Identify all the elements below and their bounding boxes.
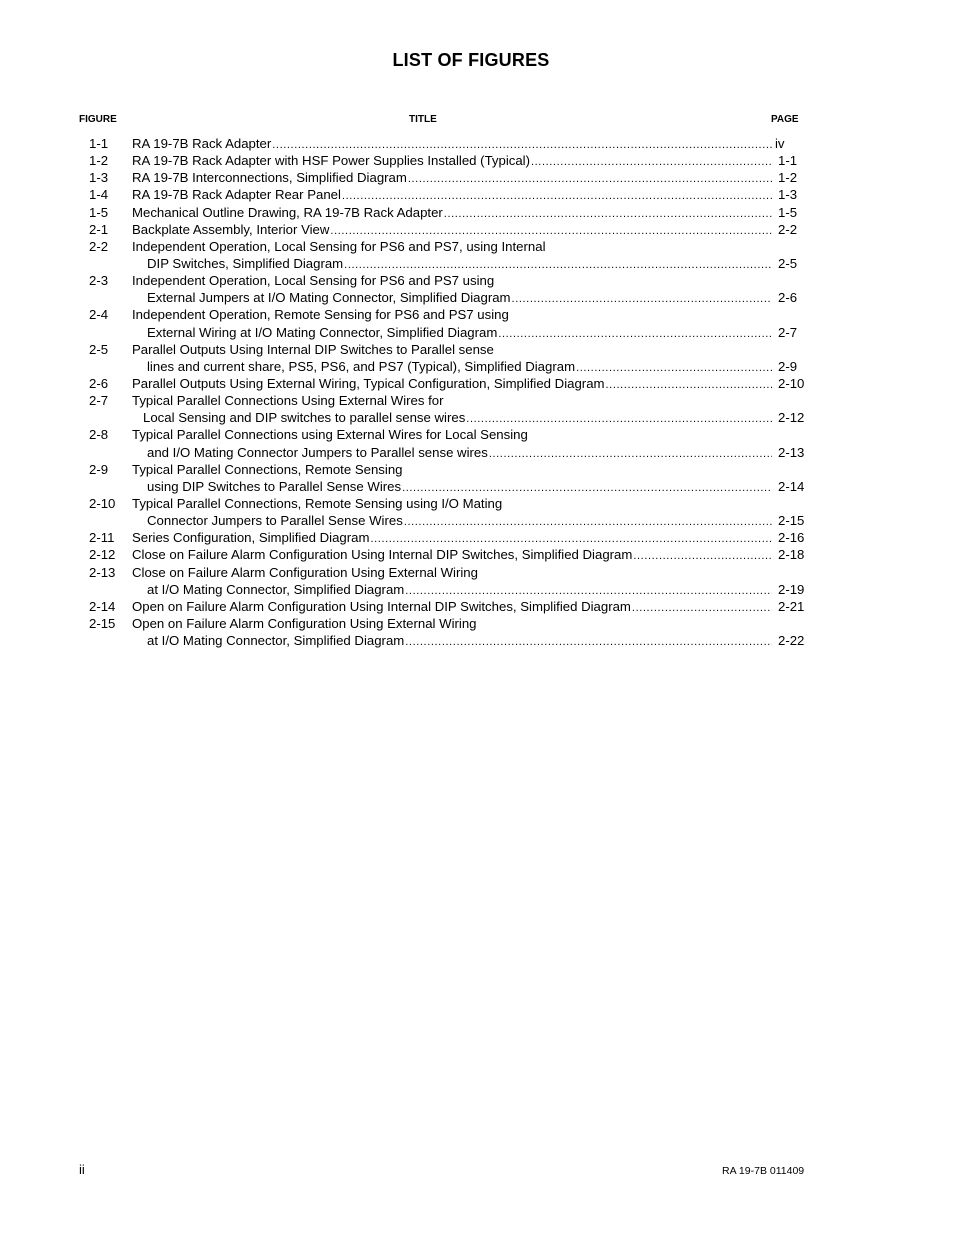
figure-title: External Jumpers at I/O Mating Connector, Simplified Diagram bbox=[147, 290, 511, 306]
figure-title: Open on Failure Alarm Configuration Using External Wiring bbox=[132, 615, 477, 631]
figure-title: Typical Parallel Connections, Remote Sensing bbox=[132, 461, 403, 477]
figure-page-number: 2-12 bbox=[778, 410, 805, 426]
figure-number: 2-13 bbox=[89, 564, 116, 580]
figure-title: at I/O Mating Connector, Simplified Diagram bbox=[147, 581, 405, 597]
figure-entry-row bbox=[0, 324, 954, 341]
figure-page-number: 2-10 bbox=[778, 375, 805, 391]
figure-entry-row bbox=[0, 358, 954, 375]
figure-title: Close on Failure Alarm Configuration Using Internal DIP Switches, Simplified Diagram bbox=[132, 547, 633, 563]
figure-title: Typical Parallel Connections Using External Wires for bbox=[132, 393, 444, 409]
figure-entry-row bbox=[0, 444, 954, 461]
figure-title: Close on Failure Alarm Configuration Using External Wiring bbox=[132, 564, 478, 580]
column-header-title: TITLE bbox=[409, 114, 437, 125]
figure-number: 2-7 bbox=[89, 393, 109, 409]
figure-entry-row bbox=[0, 255, 954, 272]
figure-entry-row bbox=[0, 615, 954, 632]
figure-entry-row bbox=[0, 152, 954, 169]
figure-entry-row bbox=[0, 392, 954, 409]
figure-number: 2-14 bbox=[89, 598, 116, 614]
figure-entry-row bbox=[0, 238, 954, 255]
figure-entry-row bbox=[0, 512, 954, 529]
figure-number: 2-1 bbox=[89, 221, 109, 237]
figure-number: 2-10 bbox=[89, 495, 116, 511]
figure-entry-row bbox=[0, 564, 954, 581]
figure-page-number: 2-18 bbox=[778, 547, 805, 563]
figure-page-number: 2-13 bbox=[778, 444, 805, 460]
figure-page-number: 1-5 bbox=[778, 204, 798, 220]
figure-title: lines and current share, PS5, PS6, and PS7 (Typical), Simplified Diagram bbox=[147, 358, 576, 374]
figure-page-number: 2-16 bbox=[778, 530, 805, 546]
figure-title: and I/O Mating Connector Jumpers to Parallel sense wires bbox=[147, 444, 488, 460]
figure-page-number: iv bbox=[775, 136, 785, 151]
figure-title: Mechanical Outline Drawing, RA 19-7B Rack Adapter bbox=[132, 204, 443, 220]
figure-title: at I/O Mating Connector, Simplified Diagram bbox=[147, 633, 405, 649]
figure-entry-row bbox=[0, 409, 954, 426]
figure-entry-row bbox=[0, 478, 954, 495]
figure-page-number: 2-14 bbox=[778, 478, 805, 494]
figure-entry-row bbox=[0, 186, 954, 203]
figure-title: Independent Operation, Local Sensing for PS6 and PS7, using Internal bbox=[132, 238, 546, 254]
figure-number: 1-1 bbox=[89, 136, 109, 151]
figure-entry-row bbox=[0, 272, 954, 289]
figure-page-number: 2-19 bbox=[778, 581, 805, 597]
figure-page-number: 2-7 bbox=[778, 324, 798, 340]
figure-number: 1-4 bbox=[89, 187, 109, 203]
figure-entry-row bbox=[0, 135, 954, 152]
figure-entry-row bbox=[0, 598, 954, 615]
figure-page-number: 2-9 bbox=[778, 358, 798, 374]
figure-title: using DIP Switches to Parallel Sense Wires bbox=[147, 478, 402, 494]
footer-document-id: RA 19-7B 011409 bbox=[722, 1165, 805, 1177]
figure-page-number: 1-2 bbox=[778, 170, 798, 186]
figure-number: 2-9 bbox=[89, 461, 109, 477]
figure-number: 2-6 bbox=[89, 375, 109, 391]
figure-entry-row bbox=[0, 461, 954, 478]
figure-page-number: 2-22 bbox=[778, 633, 805, 649]
column-header-page: PAGE bbox=[771, 114, 799, 125]
footer-page-number: ii bbox=[79, 1162, 85, 1177]
figure-title: Series Configuration, Simplified Diagram bbox=[132, 530, 370, 546]
figure-title-leader bbox=[147, 632, 774, 651]
figure-entry-row bbox=[0, 204, 954, 221]
figure-title: RA 19-7B Rack Adapter with HSF Power Supplies Installed (Typical) bbox=[132, 153, 530, 169]
column-header-figure: FIGURE bbox=[79, 114, 117, 125]
figure-number: 1-3 bbox=[89, 170, 109, 186]
figure-number: 2-4 bbox=[89, 307, 109, 323]
figure-entry-row bbox=[0, 169, 954, 186]
figure-title: External Wiring at I/O Mating Connector, Simplified Diagram bbox=[147, 324, 498, 340]
figure-title: RA 19-7B Rack Adapter Rear Panel bbox=[132, 187, 341, 203]
figure-title: Open on Failure Alarm Configuration Using Internal DIP Switches, Simplified Diagram bbox=[132, 598, 631, 614]
figure-entry-row bbox=[0, 375, 954, 392]
figure-page-number: 1-3 bbox=[778, 187, 798, 203]
figure-title: RA 19-7B Rack Adapter bbox=[132, 136, 272, 151]
dot-leader bbox=[405, 634, 772, 651]
figure-entry-row bbox=[0, 529, 954, 546]
figure-title: Typical Parallel Connections using External Wires for Local Sensing bbox=[132, 427, 528, 443]
figure-page-number: 2-15 bbox=[778, 513, 805, 529]
figure-page-number: 1-1 bbox=[778, 153, 798, 169]
figure-number: 2-5 bbox=[89, 341, 109, 357]
figure-title: Backplate Assembly, Interior View bbox=[132, 221, 330, 237]
figure-title: Independent Operation, Local Sensing for PS6 and PS7 using bbox=[132, 273, 495, 289]
figure-entry-row bbox=[0, 495, 954, 512]
figure-title: Typical Parallel Connections, Remote Sensing using I/O Mating bbox=[132, 495, 503, 511]
page-title: LIST OF FIGURES bbox=[392, 50, 550, 70]
figure-number: 2-3 bbox=[89, 273, 109, 289]
figure-title: RA 19-7B Interconnections, Simplified Diagram bbox=[132, 170, 407, 186]
figure-entry-row bbox=[0, 581, 954, 598]
figure-number: 1-5 bbox=[89, 204, 109, 220]
figure-entry-row bbox=[0, 632, 954, 649]
figure-title: Local Sensing and DIP switches to parallel sense wires bbox=[143, 410, 466, 426]
figure-number: 1-2 bbox=[89, 153, 109, 169]
figure-entry-row bbox=[0, 221, 954, 238]
figure-entry-row bbox=[0, 289, 954, 306]
figure-title: Parallel Outputs Using External Wiring, Typical Configuration, Simplified Diagram bbox=[132, 375, 605, 391]
figure-page-number: 2-6 bbox=[778, 290, 798, 306]
figure-number: 2-15 bbox=[89, 615, 116, 631]
figure-entry-row bbox=[0, 341, 954, 358]
figure-title: Independent Operation, Remote Sensing for PS6 and PS7 using bbox=[132, 307, 509, 323]
figure-page-number: 2-21 bbox=[778, 598, 805, 614]
figure-page-number: 2-2 bbox=[778, 221, 798, 237]
figure-page-number: 2-5 bbox=[778, 255, 798, 271]
figure-entry-row bbox=[0, 546, 954, 563]
figure-entry-row bbox=[0, 426, 954, 443]
figure-number: 2-12 bbox=[89, 547, 116, 563]
figure-number: 2-8 bbox=[89, 427, 109, 443]
figure-title: DIP Switches, Simplified Diagram bbox=[147, 255, 344, 271]
figure-number: 2-11 bbox=[89, 530, 115, 546]
figure-entry-row bbox=[0, 306, 954, 323]
figure-title: Connector Jumpers to Parallel Sense Wires bbox=[147, 513, 403, 529]
figure-list bbox=[0, 135, 954, 649]
figure-title: Parallel Outputs Using Internal DIP Switches to Parallel sense bbox=[132, 341, 494, 357]
figure-number: 2-2 bbox=[89, 238, 109, 254]
